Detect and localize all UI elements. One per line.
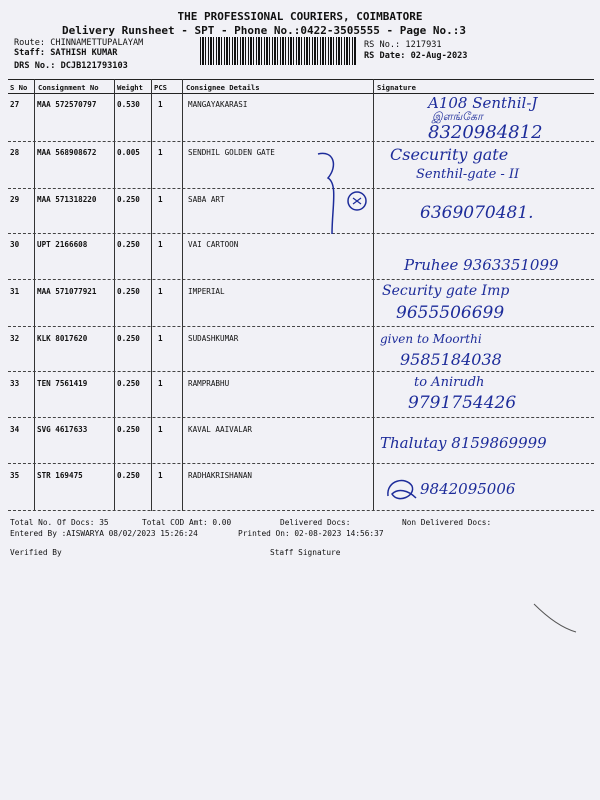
row-sno: 34 (10, 425, 20, 434)
row-signature-line: Thalutay 8159869999 (380, 434, 547, 452)
row-consignment: MAA 571077921 (37, 287, 97, 296)
row-signature-line: 9585184038 (400, 350, 502, 369)
row-signature-line: 9842095006 (420, 480, 516, 498)
row-divider (8, 463, 594, 464)
row-weight: 0.250 (117, 195, 140, 204)
row-signature-line: to Anirudh (414, 375, 485, 390)
barcode (200, 37, 356, 65)
row-consignee: SABA ART (188, 195, 225, 204)
row-divider (8, 417, 594, 418)
row-divider (8, 510, 594, 511)
route-label: Route: CHINNAMETTUPALAYAM (14, 38, 144, 48)
row-pcs: 1 (158, 471, 163, 480)
col-header-consignee: Consignee Details (186, 83, 260, 92)
row-consignment: UPT 2166608 (37, 240, 88, 249)
drs-number: DRS No.: DCJB121793103 (14, 61, 128, 71)
row-sno: 31 (10, 287, 20, 296)
row-signature-line: Security gate Imp (382, 283, 510, 299)
row-signature-line: 9655506699 (396, 303, 505, 323)
row-pcs: 1 (158, 240, 163, 249)
row-signature-line: given to Moorthi (380, 332, 482, 346)
row-sno: 33 (10, 379, 20, 388)
row-pcs: 1 (158, 100, 163, 109)
row-consignee: RADHAKRISHANAN (188, 471, 253, 480)
row-sno: 35 (10, 471, 20, 480)
row-signature-line: 9791754426 (408, 393, 517, 413)
rs-date: RS Date: 02-Aug-2023 (364, 51, 468, 61)
total-cod: Total COD Amt: 0.00 (142, 518, 232, 527)
row-weight: 0.250 (117, 425, 140, 434)
brace-annotation (312, 148, 372, 240)
row-consignee: IMPERIAL (188, 287, 225, 296)
row-consignee: VAI CARTOON (188, 240, 239, 249)
staff-signature: Staff Signature (270, 548, 341, 557)
row-signature-line: Pruhee 9363351099 (404, 256, 559, 274)
runsheet-title: Delivery Runsheet - SPT - Phone No.:0422-3505555 - Page No.:3 (62, 24, 466, 37)
row-signature-line: இளங்கோ (432, 110, 483, 123)
row-consignment: KLK 8017620 (37, 334, 88, 343)
row-pcs: 1 (158, 334, 163, 343)
non-delivered-docs: Non Delivered Docs: (402, 518, 492, 527)
row-pcs: 1 (158, 425, 163, 434)
col-header-signature: Signature (377, 83, 416, 92)
row-divider (8, 188, 594, 189)
row-sno: 29 (10, 195, 20, 204)
row-weight: 0.250 (117, 379, 140, 388)
row-weight: 0.250 (117, 287, 140, 296)
pen-mark (530, 600, 580, 640)
row-consignment: MAA 572570797 (37, 100, 97, 109)
row-divider (8, 141, 594, 142)
row-signature-line: Senthil-gate - II (416, 167, 520, 182)
row-consignment: STR 169475 (37, 471, 83, 480)
col-header-sno: S No (10, 83, 28, 92)
col-divider (34, 79, 35, 511)
col-divider (151, 79, 152, 511)
row-signature-line: A108 Senthil-J (428, 94, 538, 112)
row-weight: 0.250 (117, 240, 140, 249)
staff-label: Staff: SATHISH KUMAR (14, 48, 118, 58)
col-header-weight: Weight (117, 83, 143, 92)
row-sno: 32 (10, 334, 20, 343)
row-sno: 30 (10, 240, 20, 249)
row-consignment: TEN 7561419 (37, 379, 88, 388)
table-top-rule (8, 79, 594, 80)
row-weight: 0.250 (117, 334, 140, 343)
row-consignment: MAA 568908672 (37, 148, 97, 157)
row-sno: 27 (10, 100, 20, 109)
signature-scribble (384, 474, 420, 506)
delivered-docs: Delivered Docs: (280, 518, 351, 527)
row-divider (8, 233, 594, 234)
row-weight: 0.005 (117, 148, 140, 157)
row-weight: 0.530 (117, 100, 140, 109)
col-divider (182, 79, 183, 511)
row-signature-line: Csecurity gate (390, 145, 509, 164)
row-pcs: 1 (158, 287, 163, 296)
row-pcs: 1 (158, 195, 163, 204)
col-header-pcs: PCS (154, 83, 167, 92)
col-divider (373, 79, 374, 511)
row-consignment: MAA 571318220 (37, 195, 97, 204)
row-divider (8, 326, 594, 327)
row-signature-line: 8320984812 (428, 122, 543, 143)
row-consignee: KAVAL AAIVALAR (188, 425, 253, 434)
row-signature-line: 6369070481. (420, 203, 534, 223)
row-pcs: 1 (158, 379, 163, 388)
rs-number: RS No.: 1217931 (364, 40, 442, 50)
row-consignee: MANGAYAKARASI (188, 100, 248, 109)
col-divider (114, 79, 115, 511)
total-docs: Total No. Of Docs: 35 (10, 518, 109, 527)
entered-by: Entered By :AISWARYA 08/02/2023 15:26:24 (10, 529, 198, 538)
row-divider (8, 279, 594, 280)
printed-on: Printed On: 02-08-2023 14:56:37 (238, 529, 384, 538)
row-weight: 0.250 (117, 471, 140, 480)
row-consignment: SVG 4617633 (37, 425, 88, 434)
row-sno: 28 (10, 148, 20, 157)
row-divider (8, 371, 594, 372)
col-header-consignment: Consignment No (38, 83, 99, 92)
row-consignee: SENDHIL GOLDEN GATE (188, 148, 275, 157)
verified-by: Verified By (10, 548, 62, 557)
company-title: THE PROFESSIONAL COURIERS, COIMBATORE (177, 10, 423, 23)
row-consignee: SUDASHKUMAR (188, 334, 239, 343)
row-pcs: 1 (158, 148, 163, 157)
row-consignee: RAMPRABHU (188, 379, 230, 388)
